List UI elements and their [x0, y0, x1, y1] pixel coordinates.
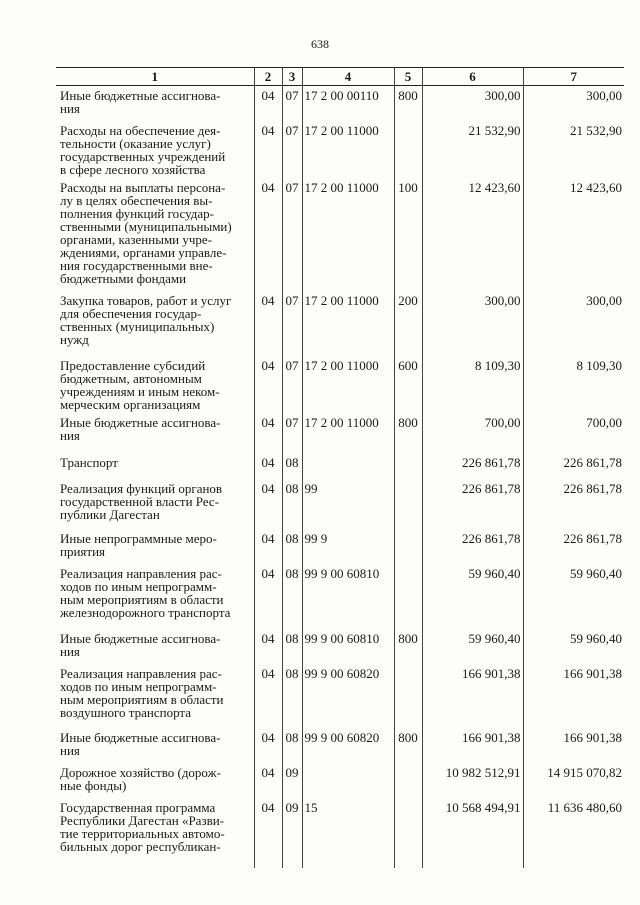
row-section: 04 [254, 479, 282, 529]
row-target-article: 17 2 00 11000 [302, 413, 394, 453]
row-section: 04 [254, 529, 282, 564]
row-expense-type [394, 664, 422, 728]
table-row [56, 529, 624, 564]
row-amount-1: 21 532,90 [422, 121, 523, 178]
row-name: Иные бюджетные ассигнова- ния [56, 86, 254, 121]
header-row [56, 68, 624, 86]
row-section: 04 [254, 564, 282, 629]
row-expense-type [394, 529, 422, 564]
row-amount-2: 300,00 [523, 86, 624, 121]
row-amount-2: 11 636 480,60 [523, 798, 624, 868]
row-amount-2: 166 901,38 [523, 664, 624, 728]
row-expense-type: 800 [394, 629, 422, 664]
row-subsection: 08 [282, 728, 302, 763]
row-section: 04 [254, 798, 282, 868]
table-row [56, 121, 624, 178]
row-section: 04 [254, 356, 282, 413]
row-section: 04 [254, 121, 282, 178]
row-name: Иные бюджетные ассигнова- ния [56, 728, 254, 763]
row-name: Реализация направления рас- ходов по иным непрограмм- ным мероприятиям в области воздушного транспорта [56, 664, 254, 728]
table-row [56, 356, 624, 413]
row-amount-1: 300,00 [422, 86, 523, 121]
row-amount-2: 226 861,78 [523, 479, 624, 529]
row-section: 04 [254, 86, 282, 121]
row-expense-type [394, 564, 422, 629]
row-subsection: 08 [282, 479, 302, 529]
column-header-6: 6 [422, 68, 523, 86]
row-expense-type [394, 763, 422, 798]
row-target-article [302, 763, 394, 798]
table-row [56, 798, 624, 868]
row-expense-type [394, 121, 422, 178]
row-name: Предоставление субсидий бюджетным, автономным учреждениям и иным неком- мерческим организациям [56, 356, 254, 413]
row-section: 04 [254, 413, 282, 453]
row-name: Иные бюджетные ассигнова- ния [56, 413, 254, 453]
column-header-1: 1 [56, 68, 254, 86]
row-amount-1: 8 109,30 [422, 356, 523, 413]
row-name: Закупка товаров, работ и услуг для обеспечения государ- ственных (муниципальных) нужд [56, 291, 254, 356]
row-expense-type: 800 [394, 728, 422, 763]
row-subsection: 07 [282, 356, 302, 413]
page-number: 638 [311, 37, 329, 51]
row-amount-2: 14 915 070,82 [523, 763, 624, 798]
row-amount-1: 226 861,78 [422, 529, 523, 564]
row-expense-type [394, 479, 422, 529]
row-expense-type: 600 [394, 356, 422, 413]
row-amount-2: 59 960,40 [523, 564, 624, 629]
column-header-7: 7 [523, 68, 624, 86]
row-expense-type: 100 [394, 178, 422, 291]
row-name: Иные бюджетные ассигнова- ния [56, 629, 254, 664]
row-amount-1: 59 960,40 [422, 564, 523, 629]
row-subsection: 08 [282, 564, 302, 629]
row-amount-1: 700,00 [422, 413, 523, 453]
row-target-article: 99 9 00 60810 [302, 564, 394, 629]
row-subsection: 08 [282, 529, 302, 564]
row-target-article: 99 9 00 60810 [302, 629, 394, 664]
row-subsection: 08 [282, 629, 302, 664]
row-amount-2: 8 109,30 [523, 356, 624, 413]
row-amount-1: 300,00 [422, 291, 523, 356]
row-amount-2: 226 861,78 [523, 529, 624, 564]
row-name: Расходы на обеспечение дея- тельности (оказание услуг) государственных учреждений в сфере лесного хозяйства [56, 121, 254, 178]
row-name: Расходы на выплаты персона- лу в целях обеспечения вы- полнения функций государ- ственными (муниципальными) органами, казенными учре- ждениями, органами управле- ния государственными вне- бюджетными фондами [56, 178, 254, 291]
row-name: Государственная программа Республики Дагестан «Разви- тие территориальных автомо- бильных дорог республикан- [56, 798, 254, 868]
row-subsection: 07 [282, 121, 302, 178]
row-section: 04 [254, 291, 282, 356]
row-target-article: 99 9 00 60820 [302, 728, 394, 763]
row-amount-2: 166 901,38 [523, 728, 624, 763]
row-expense-type: 800 [394, 86, 422, 121]
row-amount-1: 10 982 512,91 [422, 763, 523, 798]
row-subsection: 07 [282, 178, 302, 291]
table-row [56, 291, 624, 356]
row-subsection: 08 [282, 453, 302, 479]
row-section: 04 [254, 629, 282, 664]
row-amount-2: 226 861,78 [523, 453, 624, 479]
row-section: 04 [254, 453, 282, 479]
table-row [56, 763, 624, 798]
column-header-5: 5 [394, 68, 422, 86]
table-row [56, 413, 624, 453]
table-row [56, 86, 624, 121]
row-amount-1: 226 861,78 [422, 453, 523, 479]
row-name: Реализация направления рас- ходов по иным непрограмм- ным мероприятиям в области железнодорожного транспорта [56, 564, 254, 629]
row-target-article: 99 9 [302, 529, 394, 564]
row-subsection: 09 [282, 798, 302, 868]
row-section: 04 [254, 728, 282, 763]
row-name: Реализация функций органов государственной власти Рес- публики Дагестан [56, 479, 254, 529]
row-target-article: 15 [302, 798, 394, 868]
column-header-4: 4 [302, 68, 394, 86]
row-target-article: 17 2 00 11000 [302, 356, 394, 413]
table-row [56, 178, 624, 291]
row-target-article: 99 9 00 60820 [302, 664, 394, 728]
row-name: Транспорт [56, 453, 254, 479]
table-row [56, 664, 624, 728]
row-name: Дорожное хозяйство (дорож- ные фонды) [56, 763, 254, 798]
table-body [56, 86, 624, 868]
row-target-article [302, 453, 394, 479]
row-name: Иные непрограммные меро- приятия [56, 529, 254, 564]
row-target-article: 17 2 00 11000 [302, 178, 394, 291]
row-amount-1: 59 960,40 [422, 629, 523, 664]
row-target-article: 17 2 00 11000 [302, 121, 394, 178]
row-subsection: 09 [282, 763, 302, 798]
row-subsection: 07 [282, 86, 302, 121]
row-amount-1: 166 901,38 [422, 664, 523, 728]
row-amount-1: 12 423,60 [422, 178, 523, 291]
table-row [56, 453, 624, 479]
row-section: 04 [254, 664, 282, 728]
row-target-article: 17 2 00 11000 [302, 291, 394, 356]
row-target-article: 17 2 00 00110 [302, 86, 394, 121]
row-section: 04 [254, 178, 282, 291]
row-expense-type [394, 453, 422, 479]
row-section: 04 [254, 763, 282, 798]
column-header-3: 3 [282, 68, 302, 86]
row-amount-1: 226 861,78 [422, 479, 523, 529]
budget-table [56, 67, 624, 868]
row-amount-2: 21 532,90 [523, 121, 624, 178]
row-amount-2: 59 960,40 [523, 629, 624, 664]
row-subsection: 08 [282, 664, 302, 728]
row-amount-1: 10 568 494,91 [422, 798, 523, 868]
column-header-2: 2 [254, 68, 282, 86]
table-row [56, 629, 624, 664]
row-expense-type: 800 [394, 413, 422, 453]
row-amount-2: 12 423,60 [523, 178, 624, 291]
row-subsection: 07 [282, 413, 302, 453]
row-expense-type: 200 [394, 291, 422, 356]
table-row [56, 728, 624, 763]
row-amount-1: 166 901,38 [422, 728, 523, 763]
table-row [56, 479, 624, 529]
row-amount-2: 300,00 [523, 291, 624, 356]
row-target-article: 99 [302, 479, 394, 529]
table-row [56, 564, 624, 629]
row-subsection: 07 [282, 291, 302, 356]
row-amount-2: 700,00 [523, 413, 624, 453]
row-expense-type [394, 798, 422, 868]
